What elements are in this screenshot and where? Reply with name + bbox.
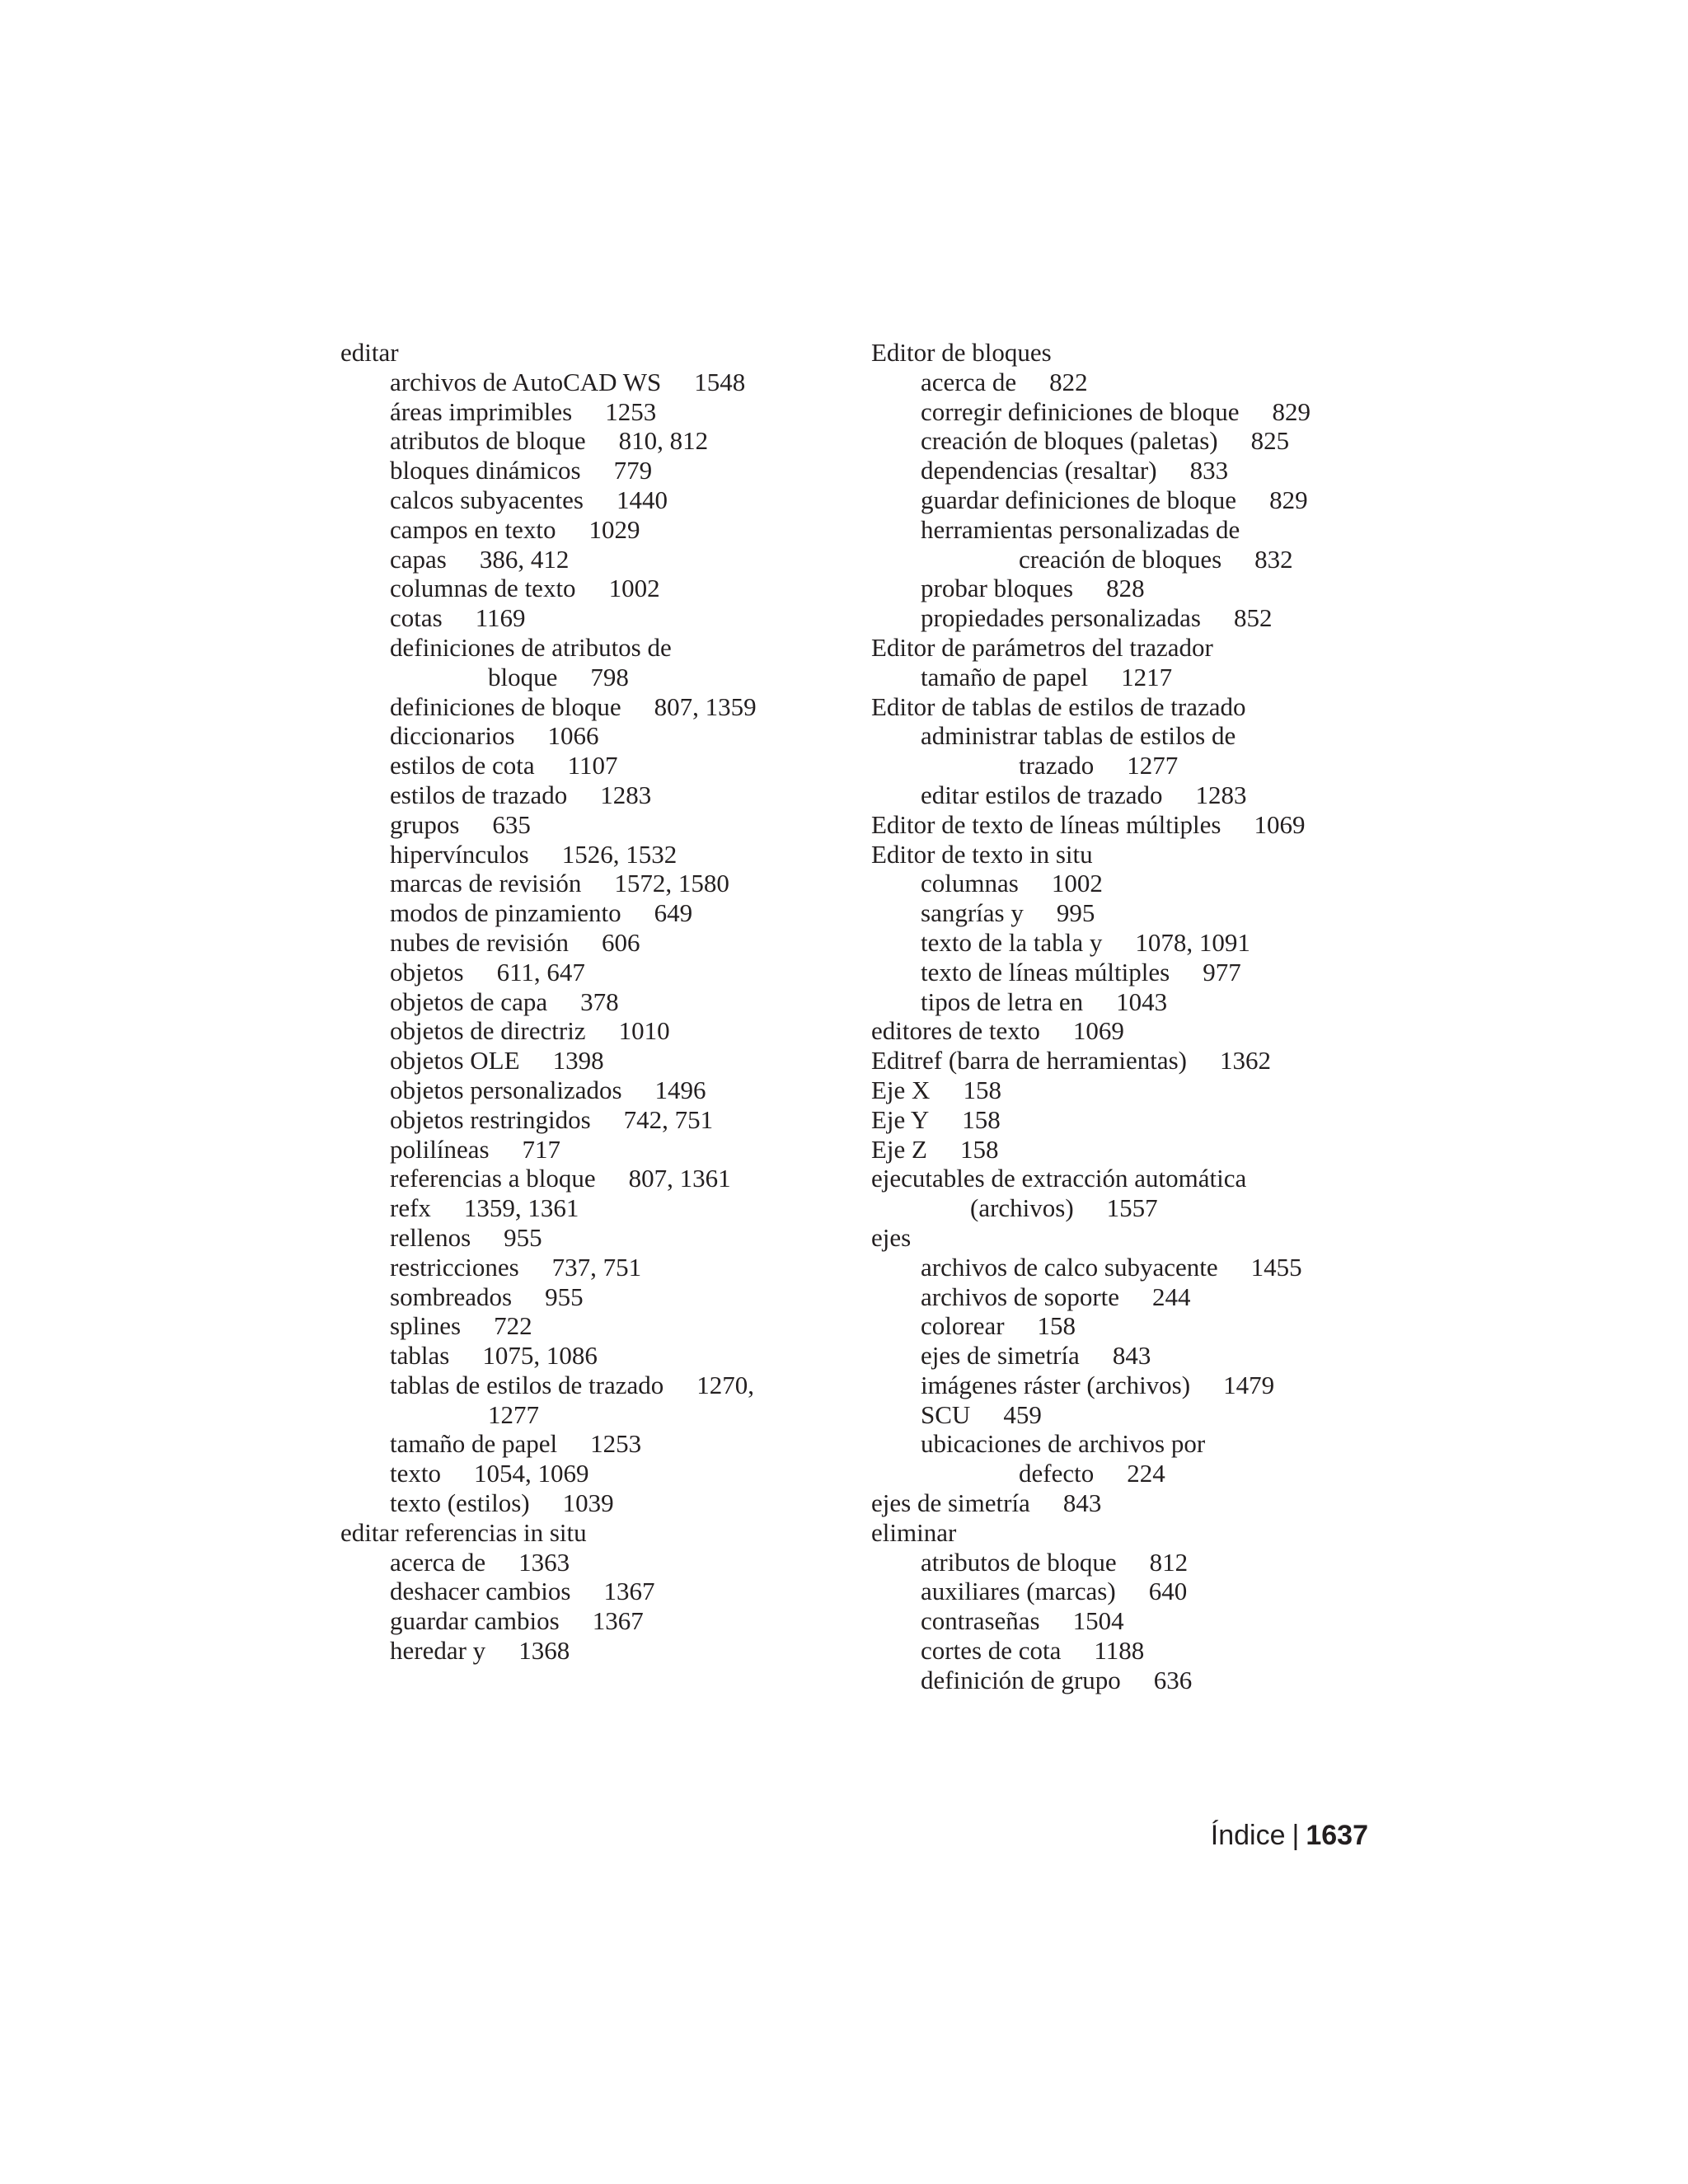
index-entry	[340, 1135, 757, 1165]
index-entry	[871, 928, 1311, 958]
index-entry	[871, 633, 1311, 663]
index-entry	[871, 751, 1311, 780]
index-entry	[871, 1371, 1311, 1400]
index-page-ref: 810, 812	[618, 426, 709, 456]
index-term: campos en texto	[390, 514, 556, 544]
index-page-ref: 779	[613, 456, 653, 485]
index-page-ref: 1572, 1580	[614, 869, 729, 898]
index-term: texto	[390, 1459, 441, 1488]
index-entry	[871, 1282, 1311, 1312]
index-term: texto de la tabla y	[921, 927, 1103, 957]
index-term: (archivos)	[970, 1193, 1074, 1223]
index-term: probar bloques	[921, 574, 1074, 603]
index-page-ref: 1217	[1121, 662, 1173, 691]
index-entry	[871, 1400, 1311, 1430]
index-term: editores de texto	[871, 1016, 1040, 1046]
index-entry	[871, 338, 1311, 368]
index-entry	[340, 1311, 757, 1341]
index-entry	[340, 1518, 757, 1548]
index-entry	[340, 574, 757, 603]
index-term: Editor de texto in situ	[871, 839, 1093, 869]
index-page-ref: 1078, 1091	[1135, 927, 1250, 957]
index-entry	[871, 1429, 1311, 1459]
index-entry	[340, 840, 757, 869]
index-entry	[340, 1429, 757, 1459]
index-entry	[340, 1577, 757, 1606]
index-term: acerca de	[921, 367, 1017, 396]
index-page-ref: 1504	[1072, 1606, 1124, 1636]
index-term: Editref (barra de herramientas)	[871, 1046, 1187, 1076]
index-term: calcos subyacentes	[390, 485, 584, 514]
index-entry	[340, 426, 757, 456]
index-page-ref: 386, 412	[479, 544, 570, 574]
index-term: áreas imprimibles	[390, 396, 573, 426]
index-entry	[871, 1135, 1311, 1165]
index-entry	[871, 840, 1311, 869]
index-term: objetos	[390, 957, 464, 987]
index-page-ref: 737, 751	[551, 1252, 642, 1282]
index-term: heredar y	[390, 1636, 486, 1666]
index-term: tablas de estilos de trazado	[390, 1370, 664, 1399]
index-entry	[340, 780, 757, 810]
index-entry	[340, 1105, 757, 1135]
index-entry	[340, 545, 757, 574]
index-term: splines	[390, 1311, 462, 1341]
page-number: 1637	[1306, 1820, 1368, 1851]
index-entry	[340, 633, 757, 663]
index-entry	[871, 545, 1311, 574]
index-entry	[871, 1459, 1311, 1488]
index-term: definiciones de bloque	[390, 691, 621, 721]
index-page-ref: 1363	[518, 1547, 570, 1577]
index-term: columnas	[921, 869, 1019, 898]
index-entry	[871, 603, 1311, 633]
index-term: cortes de cota	[921, 1636, 1062, 1666]
index-entry	[340, 603, 757, 633]
index-page-ref: 459	[1003, 1399, 1042, 1429]
index-term: editar referencias in situ	[340, 1517, 587, 1547]
index-page-ref: 822	[1049, 367, 1088, 396]
index-term: capas	[390, 544, 447, 574]
index-page-ref: 1039	[562, 1488, 614, 1518]
index-entry	[871, 898, 1311, 928]
index-page-ref: 635	[492, 809, 531, 839]
index-page-ref: 832	[1254, 544, 1293, 574]
index-term: objetos OLE	[390, 1046, 520, 1076]
index-term: cotas	[390, 603, 443, 633]
index-term: dependencias (resaltar)	[921, 456, 1157, 485]
index-entry	[340, 1341, 757, 1371]
index-term: colorear	[921, 1311, 1005, 1341]
index-page-ref: 955	[545, 1282, 584, 1311]
index-entry	[340, 751, 757, 780]
index-entry	[340, 928, 757, 958]
index-term: propiedades personalizadas	[921, 603, 1202, 633]
index-term: archivos de calco subyacente	[921, 1252, 1218, 1282]
index-page-ref: 1107	[567, 751, 618, 780]
index-page-ref: 1367	[603, 1577, 655, 1606]
index-term: creación de bloques	[1019, 544, 1222, 574]
index-entry	[340, 1371, 757, 1400]
index-page-ref: 1496	[654, 1075, 706, 1104]
index-page-ref: 1029	[588, 514, 640, 544]
index-page-ref: 742, 751	[623, 1104, 714, 1134]
index-column-left	[340, 338, 757, 1666]
index-page-ref: 1270,	[696, 1370, 755, 1399]
index-term: nubes de revisión	[390, 927, 569, 957]
index-entry	[340, 368, 757, 397]
index-term: estilos de trazado	[390, 780, 568, 809]
index-entry	[340, 1459, 757, 1488]
index-entry	[871, 1076, 1311, 1105]
index-entry	[871, 426, 1311, 456]
index-term: objetos de directriz	[390, 1016, 586, 1046]
index-entry	[871, 987, 1311, 1017]
index-term: hipervínculos	[390, 839, 529, 869]
index-term: grupos	[390, 809, 460, 839]
index-entry	[340, 1400, 757, 1430]
index-entry	[871, 456, 1311, 485]
index-page-ref: 636	[1153, 1665, 1193, 1694]
index-entry	[871, 1164, 1311, 1193]
index-entry	[340, 515, 757, 545]
index-entry	[340, 1636, 757, 1666]
index-entry	[340, 1253, 757, 1282]
index-page-ref: 1069	[1072, 1016, 1124, 1046]
index-entry	[340, 1164, 757, 1193]
index-term: trazado	[1019, 751, 1095, 780]
index-entry	[340, 456, 757, 485]
index-term: creación de bloques (paletas)	[921, 426, 1218, 456]
index-term: Editor de bloques	[871, 338, 1052, 367]
index-term: editar estilos de trazado	[921, 780, 1163, 809]
index-entry	[340, 810, 757, 840]
index-entry	[871, 1636, 1311, 1666]
index-page-ref: 1362	[1219, 1046, 1271, 1076]
index-term: objetos personalizados	[390, 1075, 622, 1104]
index-entry	[871, 574, 1311, 603]
page-footer	[1211, 1819, 1368, 1852]
index-term: tipos de letra en	[921, 987, 1084, 1016]
index-term: sangrías y	[921, 898, 1024, 928]
index-entry	[871, 1341, 1311, 1371]
index-page-ref: 1066	[547, 721, 599, 751]
index-term: tamaño de papel	[921, 662, 1089, 691]
index-term: contraseñas	[921, 1606, 1040, 1636]
index-entry	[871, 663, 1311, 692]
index-page-ref: 1479	[1223, 1370, 1275, 1399]
footer-section-title: Índice	[1210, 1820, 1286, 1851]
index-page-ref: 1283	[1195, 780, 1247, 809]
index-page-ref: 828	[1106, 574, 1145, 603]
index-entry	[871, 958, 1311, 987]
index-page-ref: 829	[1272, 396, 1311, 426]
index-entry	[340, 692, 757, 722]
index-page-ref: 717	[522, 1134, 561, 1164]
index-page-ref: 158	[1037, 1311, 1076, 1341]
index-entry	[340, 958, 757, 987]
index-term: SCU	[921, 1399, 971, 1429]
index-term: marcas de revisión	[390, 869, 582, 898]
index-page-ref: 955	[504, 1222, 542, 1252]
index-term: editar	[340, 338, 399, 367]
index-term: polilíneas	[390, 1134, 490, 1164]
index-page-ref: 606	[601, 927, 640, 957]
index-entry	[871, 1666, 1311, 1695]
index-entry	[340, 721, 757, 751]
index-page-ref: 1368	[518, 1636, 570, 1666]
index-page-ref: 158	[960, 1134, 999, 1164]
index-page-ref: 224	[1127, 1459, 1165, 1488]
index-entry	[340, 1223, 757, 1253]
index-entry	[871, 810, 1311, 840]
index-entry	[340, 869, 757, 898]
index-page-ref: 244	[1152, 1282, 1191, 1311]
index-term: Editor de parámetros del trazador	[871, 632, 1213, 662]
index-term: Editor de tablas de estilos de trazado	[871, 691, 1246, 721]
index-entry	[871, 1577, 1311, 1606]
index-page-ref: 1455	[1250, 1252, 1302, 1282]
index-page-ref: 798	[590, 662, 629, 691]
index-page-ref: 1277	[1127, 751, 1179, 780]
index-term: columnas de texto	[390, 574, 576, 603]
index-term: Editor de texto de líneas múltiples	[871, 809, 1221, 839]
index-page-ref: 649	[654, 898, 693, 928]
index-term: bloque	[488, 662, 558, 691]
index-term: acerca de	[390, 1547, 486, 1577]
index-term: refx	[390, 1193, 431, 1223]
index-page-ref: 1075, 1086	[482, 1341, 598, 1371]
index-entry	[340, 1282, 757, 1312]
index-term: objetos de capa	[390, 987, 548, 1016]
index-term: tamaño de papel	[390, 1429, 558, 1459]
index-entry	[871, 1223, 1311, 1253]
index-term: imágenes ráster (archivos)	[921, 1370, 1191, 1399]
index-page-ref: 807, 1359	[654, 691, 757, 721]
index-entry	[340, 485, 757, 515]
index-term: texto de líneas múltiples	[921, 957, 1170, 987]
index-term: deshacer cambios	[390, 1577, 571, 1606]
index-entry	[871, 1105, 1311, 1135]
index-term: atributos de bloque	[921, 1547, 1117, 1577]
index-entry	[871, 1311, 1311, 1341]
index-page-ref: 843	[1062, 1488, 1102, 1518]
index-entry	[340, 1488, 757, 1518]
index-page-ref: 833	[1189, 456, 1229, 485]
index-term: guardar definiciones de bloque	[921, 485, 1237, 514]
index-page-ref: 611, 647	[496, 957, 585, 987]
index-page-ref: 1398	[552, 1046, 604, 1076]
index-page-ref: 1054, 1069	[474, 1459, 589, 1488]
index-page-ref: 1283	[600, 780, 652, 809]
index-term: modos de pinzamiento	[390, 898, 621, 928]
index-term: diccionarios	[390, 721, 515, 751]
index-entry	[340, 898, 757, 928]
index-entry	[340, 1548, 757, 1577]
index-page-ref: 1359, 1361	[463, 1193, 579, 1223]
index-term: Eje Z	[871, 1134, 927, 1164]
index-column-right	[871, 338, 1311, 1695]
index-term: ejes de simetría	[921, 1341, 1080, 1371]
index-entry	[871, 692, 1311, 722]
index-entry	[871, 368, 1311, 397]
index-term: Eje X	[871, 1075, 931, 1104]
index-entry	[340, 1193, 757, 1223]
index-page-ref: 1548	[694, 367, 746, 396]
index-entry	[871, 1488, 1311, 1518]
index-page-ref: 852	[1234, 603, 1273, 633]
index-entry	[871, 1606, 1311, 1636]
index-term: ejes de simetría	[871, 1488, 1030, 1518]
index-entry	[871, 780, 1311, 810]
index-page-ref: 1188	[1094, 1636, 1145, 1666]
index-page-ref: 1043	[1116, 987, 1168, 1016]
index-term: eliminar	[871, 1517, 957, 1547]
index-page-ref: 158	[962, 1104, 1001, 1134]
index-entry	[340, 1076, 757, 1105]
index-page-ref: 1440	[616, 485, 668, 514]
index-term: ubicaciones de archivos por	[921, 1429, 1206, 1459]
index-term: objetos restringidos	[390, 1104, 591, 1134]
index-term: atributos de bloque	[390, 426, 586, 456]
index-entry	[871, 397, 1311, 427]
index-term: ejes	[871, 1222, 912, 1252]
index-entry	[871, 1253, 1311, 1282]
index-entry	[340, 1046, 757, 1076]
index-term: texto (estilos)	[390, 1488, 530, 1518]
index-page-ref: 1002	[1051, 869, 1103, 898]
index-entry	[340, 1016, 757, 1046]
index-entry	[340, 338, 757, 368]
index-page-ref: 829	[1269, 485, 1308, 514]
index-term: ejecutables de extracción automática	[871, 1164, 1247, 1193]
index-page-ref: 977	[1203, 957, 1241, 987]
index-entry	[340, 397, 757, 427]
index-term: archivos de soporte	[921, 1282, 1120, 1311]
index-term: administrar tablas de estilos de	[921, 721, 1236, 751]
index-page-ref: 1526, 1532	[561, 839, 678, 869]
index-term: Eje Y	[871, 1104, 930, 1134]
index-term: herramientas personalizadas de	[921, 514, 1240, 544]
index-term: rellenos	[390, 1222, 471, 1252]
index-term: 1277	[488, 1399, 539, 1429]
index-term: guardar cambios	[390, 1606, 560, 1636]
index-page-ref: 1169	[475, 603, 526, 633]
index-page-ref: 1367	[592, 1606, 644, 1636]
index-term: restricciones	[390, 1252, 519, 1282]
index-page-ref: 1069	[1254, 809, 1306, 839]
index-entry	[871, 1046, 1311, 1076]
index-entry	[340, 663, 757, 692]
index-term: definición de grupo	[921, 1665, 1121, 1694]
index-entry	[871, 1518, 1311, 1548]
index-entry	[871, 485, 1311, 515]
index-term: referencias a bloque	[390, 1164, 596, 1193]
index-page-ref: 1010	[618, 1016, 670, 1046]
index-term: corregir definiciones de bloque	[921, 396, 1240, 426]
index-term: tablas	[390, 1341, 450, 1371]
index-page-ref: 807, 1361	[628, 1164, 731, 1193]
index-page-ref: 158	[963, 1075, 1001, 1104]
index-page-ref: 825	[1250, 426, 1290, 456]
index-term: archivos de AutoCAD WS	[390, 367, 662, 396]
index-entry	[871, 721, 1311, 751]
index-page-ref: 1557	[1106, 1193, 1158, 1223]
index-page-ref: 378	[580, 987, 619, 1016]
index-term: estilos de cota	[390, 751, 535, 780]
index-entry	[871, 1548, 1311, 1577]
index-entry	[871, 515, 1311, 545]
index-page-ref: 812	[1149, 1547, 1189, 1577]
footer-separator: |	[1292, 1820, 1300, 1851]
index-page-ref: 1253	[605, 396, 657, 426]
index-page-ref: 843	[1112, 1341, 1151, 1371]
index-page-ref: 995	[1056, 898, 1095, 928]
index-entry	[871, 1193, 1311, 1223]
index-entry	[871, 869, 1311, 898]
index-term: bloques dinámicos	[390, 456, 581, 485]
index-term: sombreados	[390, 1282, 513, 1311]
index-entry	[871, 1016, 1311, 1046]
index-term: definiciones de atributos de	[390, 632, 672, 662]
index-entry	[340, 1606, 757, 1636]
index-page-ref: 1253	[590, 1429, 642, 1459]
index-page-ref: 1002	[608, 574, 660, 603]
index-page-ref: 722	[494, 1311, 532, 1341]
index-entry	[340, 987, 757, 1017]
index-page-ref: 640	[1148, 1577, 1188, 1606]
index-term: auxiliares (marcas)	[921, 1577, 1116, 1606]
index-term: defecto	[1019, 1459, 1095, 1488]
